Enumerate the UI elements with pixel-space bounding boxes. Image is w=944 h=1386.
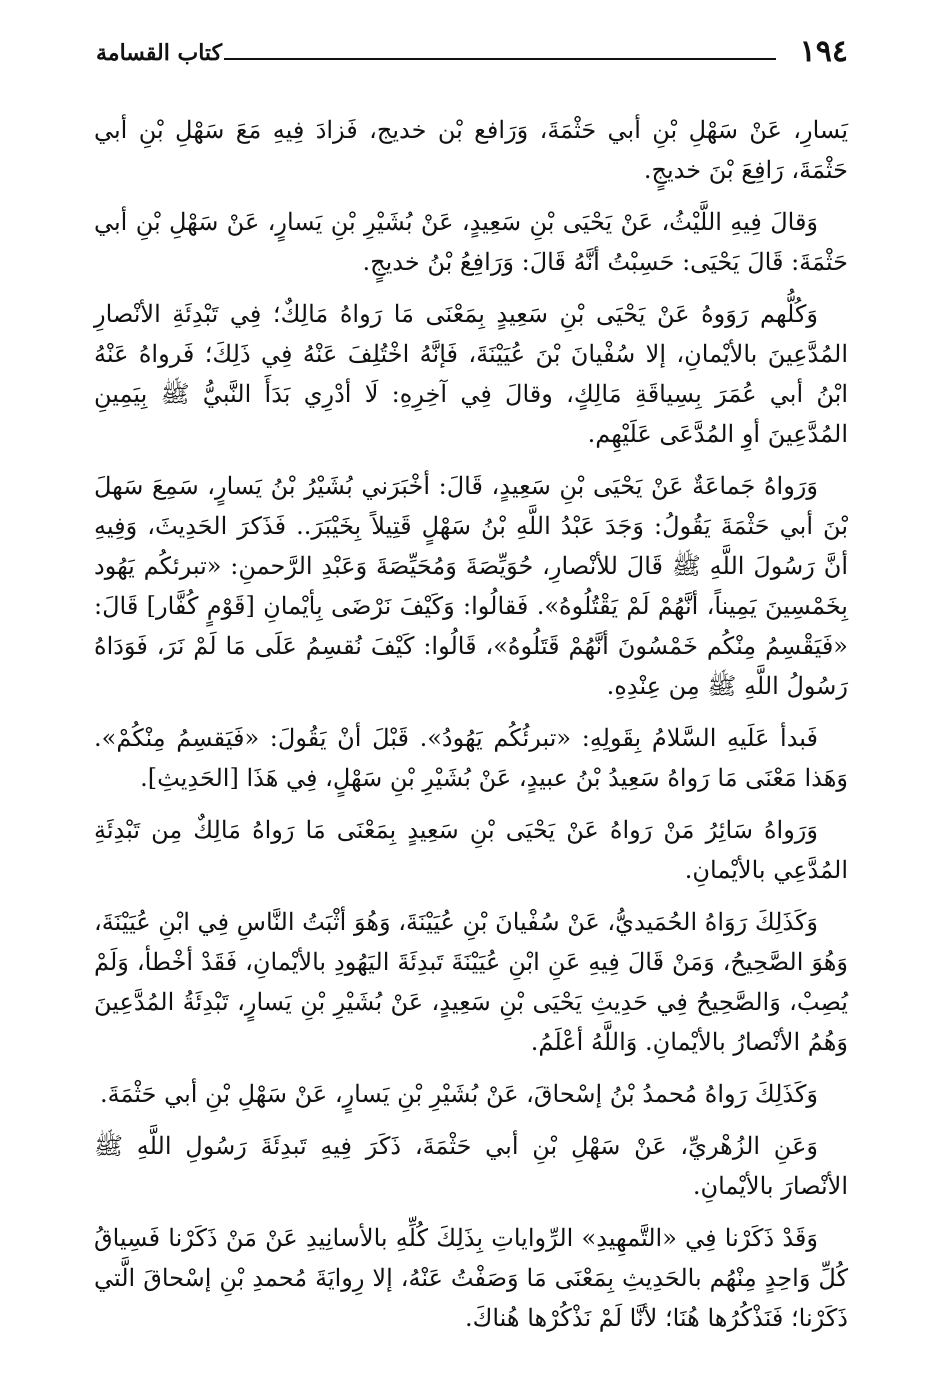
paragraph: وَرَواهُ سَائِرُ مَنْ رَواهُ عَنْ يَحْيَى بْنِ سَعِيدٍ بِمَعْنَى مَا رَواهُ مَالِكٌ مِن تَبْدِئَةِ المُدَّعِي بالأيْمانِ. [94,816,848,884]
paragraph: وَقالَ فِيهِ اللَّيْثُ، عَنْ يَحْيَى بْنِ سَعِيدٍ، عَنْ بُشَيْرِ بْنِ يَسارٍ، عَنْ سَهْلِ بْنِ أبي حَثْمَةَ: قَالَ يَحْيَى: حَسِبْتُ أنَّهُ قَالَ: وَرَافِعُ بْنُ خديجٍ. [94,208,848,276]
page-number: ١٩٤ [799,34,848,69]
paragraph: وَكَذَلِكَ رَواهُ مُحمدُ بْنُ إسْحاقَ، عَنْ بُشَيْرِ بْنِ يَسارٍ، عَنْ سَهْلِ بْنِ أبي حَثْمَةَ. [99,1080,818,1108]
paragraph: يَسارِ، عَنْ سَهْلِ بْنِ أبي حَثْمَةَ، وَرَافع بْن خديج، فَزادَ فِيهِ مَعَ سَهْلِ بْنِ أبي حَثْمَةَ، رَافِعَ بْنَ خديجٍ. [94,116,849,184]
paragraph: فَبدأ عَلَيهِ السَّلامُ بِقَولِهِ: «تبرئُكُم يَهُودُ». قَبْلَ أنْ يَقُولَ: «فَيَقسِمُ مِنْكُمْ». وَهَذا مَعْنَى مَا رَواهُ سَعِيدُ بْنُ عبيدٍ، عَنْ بُشَيْرِ بْنِ سَهْلٍ، فِي هَذَا [الحَدِيثِ]. [94,724,848,792]
page-header [96,34,848,72]
paragraph: وَقَدْ ذَكَرْنا فِي «التَّمهِيدِ» الرِّواياتِ بِذَلِكَ كُلِّهِ بالأسانِيدِ عَنْ مَنْ ذَكَرْنا فَسِياقُ كُلِّ وَاحِدٍ مِنْهُم بالحَدِيثِ بِمَعْنَى مَا وَصَفْتُ عَنْهُ، إلا رِوايَةَ مُحمدِ بْنِ إسْحاقَ الَّتي ذَكَرْنا؛ فَنَذْكُرُها هُنَا؛ لأنَّا لَمْ نَذْكُرْها هُناكَ. [94,1224,848,1332]
paragraph: وَعَنِ الزُهْريِّ، عَنْ سَهْلِ بْنِ أبي حَثْمَةَ، ذَكَرَ فِيهِ تَبدِئَةَ رَسُولِ اللَّهِ ﷺ الأنْصارَ بالأيْمانِ. [94,1132,848,1200]
paragraph: وَرَواهُ جَماعَةٌ عَنْ يَحْيَى بْنِ سَعِيدٍ، قَالَ: أخْبَرَني بُشَيْرُ بْنُ يَسارٍ، سَمِعَ سَهلَ بْنَ أبي حَثْمَةَ يَقُولُ: وَجَدَ عَبْدُ اللَّهِ بْنُ سَهْلٍ قَتِيلاً بِخَيْبَرَ.. فَذَكرَ الحَدِيثَ، وَفِيهِ أنَّ رَسُولَ اللَّهِ ﷺ قَالَ للأنْصارِ، حُوَيِّصَةَ وَمُحَيِّصَةَ وَعَبْدِ الرَّحمنِ: «تبرئكُم يَهُود بِخَمْسِينَ يَمِيناً، أنَّهُمْ لَمْ يَقْتُلُوهُ». فَقالُوا: وَكَيْفَ نَرْضَى بِأيْمانِ [قَوْمٍ كُفَّار] قَالَ: «فَيَقْسِمُ مِنْكُم خَمْسُونَ أنَّهُمْ قَتَلُوهُ»، قَالُوا: كَيْفَ نُقسِمُ عَلَى مَا لَمْ نَرَ، فَوَدَاهُ رَسُولُ اللَّهِ ﷺ مِن عِنْدِهِ. [94,472,848,700]
page-body [94,110,848,1350]
running-title: كتاب القسامة [96,40,223,66]
paragraph: وَكَذَلِكَ رَوَاهُ الحُمَيديُّ، عَنْ سُفْيانَ بْنِ عُيَيْنَةَ، وَهُوَ أثْبَتُ النَّاسِ فِي ابْنِ عُيَيْنَةَ، وَهُوَ الصَّحِيحُ، وَمَنْ قَالَ فِيهِ عَنِ ابْنِ عُيَيْنَةَ تَبدِئَةَ اليَهُودِ بالأيْمانِ، فَقَدْ أخْطأ، وَلَمْ يُصِبْ، وَالصَّحِيحُ فِي حَدِيثِ يَحْيَى بْنِ سَعِيدٍ، عَنْ بُشَيْرِ بْنِ يَسارٍ، تَبْدِئَةُ المُدَّعِينَ وَهُمُ الأنْصارُ بالأيْمانِ. وَاللَّهُ أعْلَمُ. [94,908,848,1056]
paragraph: وَكُلُّهم رَوَوهُ عَنْ يَحْيَى بْنِ سَعِيدٍ بِمَعْنَى مَا رَواهُ مَالِكٌ؛ فِي تَبْدِئَةِ الأنْصارِ المُدَّعِينَ بالأيْمانِ، إلا سُفْيانَ بْنَ عُيَيْنَةَ، فَإنَّهُ اخْتُلِفَ عَنْهُ فِي ذَلِكَ؛ فَرواهُ عَنْهُ ابْنُ أبي عُمَرَ بِسِياقَةِ مَالِكٍ، وقالَ فِي آخِرِهِ: لَا أدْرِي بَدَأَ النَّبيُّ ﷺ بِيَمِينِ المُدَّعِينَ أوِ المُدَّعَى عَلَيْهِم. [94,300,848,448]
header-rule [224,58,776,60]
